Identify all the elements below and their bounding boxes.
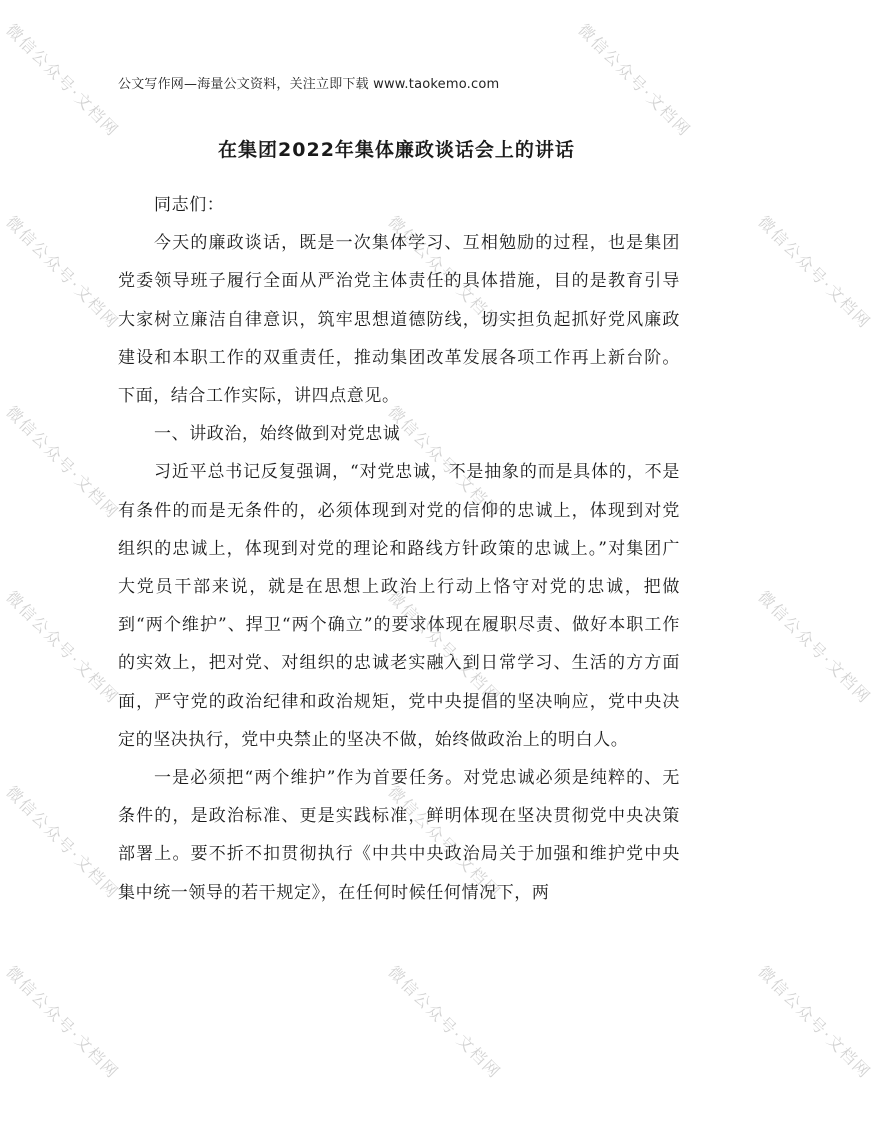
document-title: 在集团2022年集体廉政谈话会上的讲话	[218, 139, 575, 161]
paragraph: 习近平总书记反复强调，“对党忠诚，不是抽象的而是具体的，不是有条件的而是无条件的，必须体现到对党的信仰的忠诚上，体现到对党组织的忠诚上，体现到对党的理论和路线方针政策的忠诚上。”对集团广大党员干部来说，就是在思想上政治上行动上恪守对党的忠诚，把做到“两个维护”、捍卫“两个确立”的要求体现在履职尽责、做好本职工作的实效上，把对党、对组织的忠诚老实融入到日常学习、生活的方方面面，严守党的政治纪律和政治规矩，党中央提倡的坚决响应，党中央决定的坚决执行，党中央禁止的坚决不做，始终做政治上的明白人。	[118, 462, 680, 750]
watermark: 微信公众号·文档网	[754, 212, 875, 333]
paragraph: 一是必须把“两个维护”作为首要任务。对党忠诚必须是纯粹的、无条件的，是政治标准、更是实践标准，鲜明体现在坚决贯彻党中央决策部署上。要不折不扣贯彻执行《中共中央政治局关于加强和维护党中央集中统一领导的若干规定》，在任何时候任何情况下，两	[118, 768, 680, 903]
watermark: 微信公众号·文档网	[754, 587, 875, 708]
watermark: 微信公众号·文档网	[384, 212, 505, 333]
salutation: 同志们：	[154, 195, 225, 215]
watermark: 微信公众号·文档网	[2, 20, 123, 141]
watermark: 微信公众号·文档网	[384, 962, 505, 1083]
watermark: 微信公众号·文档网	[384, 782, 505, 903]
watermark: 微信公众号·文档网	[2, 587, 123, 708]
page-header: 公文写作网—海量公文资料，关注立即下载 www.taokemo.com	[118, 77, 500, 92]
watermark: 微信公众号·文档网	[754, 962, 875, 1083]
watermark: 微信公众号·文档网	[2, 402, 123, 523]
watermark: 微信公众号·文档网	[384, 587, 505, 708]
watermark: 微信公众号·文档网	[2, 962, 123, 1083]
document-body	[118, 186, 680, 912]
paragraph: 今天的廉政谈话，既是一次集体学习、互相勉励的过程，也是集团党委领导班子履行全面从严治党主体责任的具体措施，目的是教育引导大家树立廉洁自律意识，筑牢思想道德防线，切实担负起抓好党风廉政建设和本职工作的双重责任，推动集团改革发展各项工作再上新台阶。下面，结合工作实际，讲四点意见。	[118, 233, 680, 407]
watermark: 微信公众号·文档网	[2, 782, 123, 903]
watermark: 微信公众号·文档网	[2, 212, 123, 333]
section-heading: 一、讲政治，始终做到对党忠诚	[154, 424, 401, 445]
watermark: 微信公众号·文档网	[384, 402, 505, 523]
watermark: 微信公众号·文档网	[574, 20, 695, 141]
